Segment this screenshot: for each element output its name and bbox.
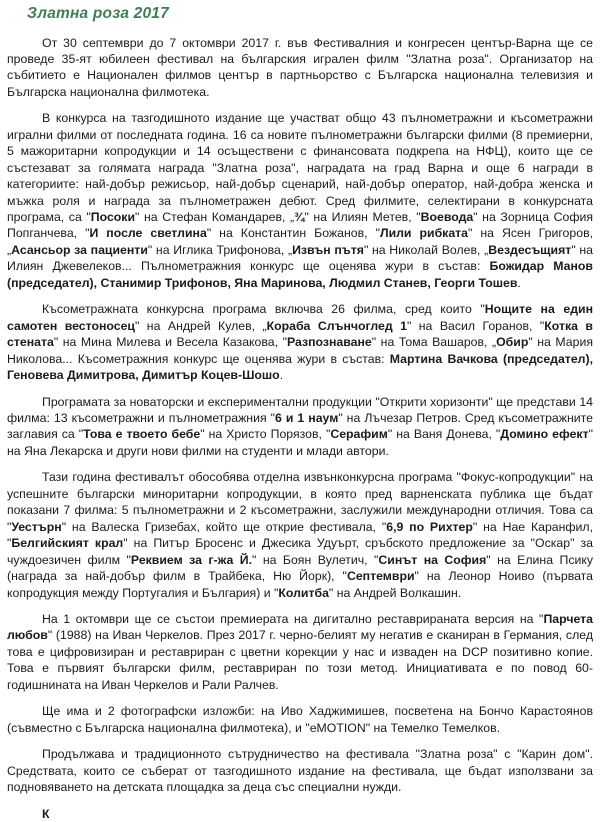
truncated-paragraph-start: К	[42, 806, 50, 821]
paragraph-3: Късометражната конкурсна програма включва 26 филма, сред които "Нощите на един самотен вестоносец" на Андрей Кулев, „Кораба Слънчоглед 1" на Васил Горанов, "Котка в стената" на Мина Милева и Весела Казакова, "Разпознаване" на Тома Вашаров, „Обир" на Мария Николова... Късометражния конкурс ще оценява жури в състав: Мартина Вачкова (председател), Геновева Димитрова, Димитър Коцев-Шошо.	[7, 302, 593, 383]
paragraph-6: На 1 октомври ще се състои премиерата на дигитално реставрираната версия на "Парчета любов" (1988) на Иван Черкелов. През 2017 г. черно-белият му негатив е сканиран в Германия, след това е цифровизиран и реставриран с цветни корекции у нас и изваден на DCP позитивно копие. Това е първият български филм, реставриран по този метод. Инициативата е по повод 60-годишнината на Иван Черкелов и Рали Ралчев.	[7, 612, 593, 692]
page-title: Златна роза 2017	[27, 5, 169, 22]
paragraph-4: Програмата за новаторски и експериментални продукции "Открити хоризонти" ще представи 14 филма: 13 късометражни и пълнометражния "6 и 1 наум" на Лъчезар Петров. Сред късометражните заглавия са "Това е твоето бебе" на Христо Порязов, "Серафим" на Ваня Донева, "Домино ефект" на Яна Лекарска и други нови филми на студенти и млади автори.	[7, 394, 593, 458]
document-body	[0, 35, 600, 822]
paragraph-7: Ще има и 2 фотографски изложби: на Иво Хаджимишев, посветена на Бончо Карастоянов (съвместно с Българска национална филмотека), и "eMOTION" на Темелко Темелков.	[7, 704, 593, 735]
paragraph-1: От 30 септември до 7 октомври 2017 г. във Фестивалния и конгресен център-Варна ще се проведе 35-ят юбилеен фестивал на българския игрален филм "Златна роза". Организатор на събитието е Национален филмов център в партньорство с Българска национална телевизия и Българска национална филмотека.	[7, 35, 593, 99]
paragraph-8: Продължава и традиционното сътрудничество на фестивала "Златна роза" с "Карин дом". Средствата, които се съберат от тазгодишното издание на фестивала, ще бъдат използвани за подновяването на детската площадка за деца със специални нужди.	[7, 747, 593, 795]
paragraph-5: Тази година фестивалът обособява отделна извънконкурсна програма "Фокус-копродукции" на успешните български миноритарни копродукции, в която пред варненската публика ще бъдат показани 7 филма: 5 пълнометражни и 2 късометражни, заслужили международни отличия. Това са "Уестърн" на Валеска Гризебах, който ще открие фестивала, "6,9 по Рихтер" на Нае Каранфил, "Белгийският крал" на Питър Бросенс и Джесика Удуърт, сръбското предложение за "Оскар" за чуждоезичен филм "Реквием за г-жа Й." на Боян Вулетич, "Синът на София" на Елина Псику (награда за най-добър филм в Трайбека, Ню Йорк), "Септември" на Леонор Ноиво (първата копродукция между Португалия и България) и "Колитба" на Андрей Волкашин.	[7, 470, 594, 600]
paragraph-2: В конкурса на тазгодишното издание ще участват общо 43 пълнометражни и късометражни игрални филми от последната година. 16 са новите пълнометражни български филми (8 премиерни, 5 мажоритарни копродукции и 14 осъществени с финансовата подкрепа на НФЦ), които ще се състезават за голямата награда "Златна роза", наградата на град Варна и още 6 награди в категориите: най-добър режисьор, най-добър сценарий, най-добър оператор, най-добра женска и мъжка роля и награда за пълнометражен дебют. Сред филмите, селектирани в конкурсната програма, са "Посоки" на Стефан Командарев, „¾" на Илиян Метев, "Воевода" на Зорница София Попганчева, "И после светлина" на Константин Божанов, "Лили рибката" на Ясен Григоров, „Асансьор за пациенти" на Иглика Трифонова, „Извън пътя" на Николай Волев, „Вездесъщият" на Илиян Джевелеков... Пълнометражния конкурс ще оценява жури в състав: Божидар Манов (председател), Станимир Трифонов, Яна Маринова, Людмил Станев, Георги Тошев.	[7, 111, 594, 290]
